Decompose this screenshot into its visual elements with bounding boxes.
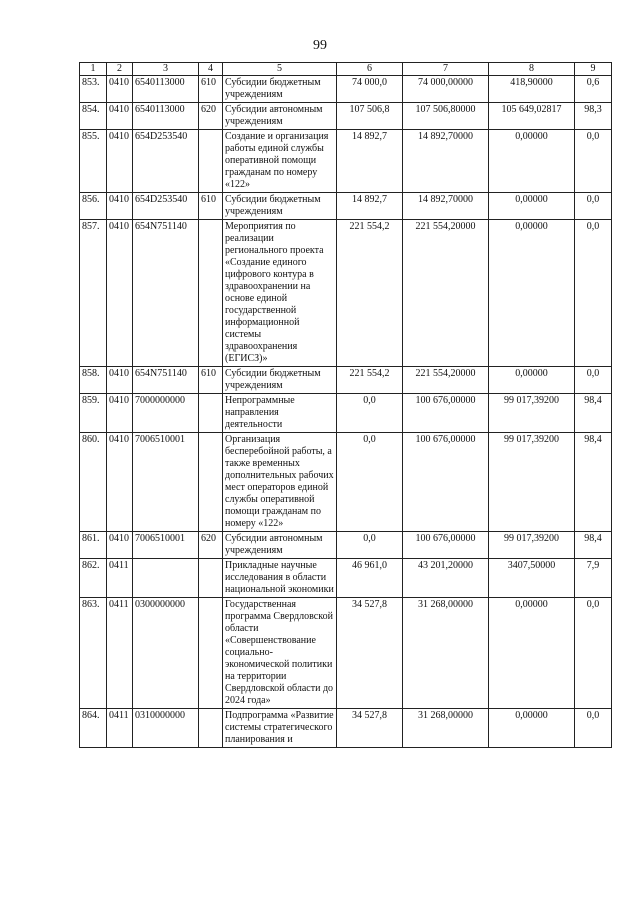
- row-number-cell: 853.: [80, 76, 107, 103]
- table-row: [80, 193, 612, 220]
- executed-cell: 99 017,39200: [489, 394, 575, 433]
- column-header: 5: [223, 63, 337, 76]
- target-code-cell: 7000000000: [133, 394, 199, 433]
- percent-cell: 0,0: [575, 130, 612, 193]
- section-code-cell: 0410: [107, 76, 133, 103]
- name-cell: Государственная программа Свердловской области «Совершенствование социально-экономической политики на территории Свердловской области до 2024 года»: [223, 598, 337, 709]
- column-header: 4: [199, 63, 223, 76]
- percent-cell: 98,4: [575, 394, 612, 433]
- header-row: [80, 63, 612, 76]
- name-cell: Мероприятия по реализации регионального проекта «Создание единого цифрового контура в здравоохранении на основе единой государственной информационной системы здравоохранения (ЕГИСЗ)»: [223, 220, 337, 367]
- plan-revised-cell: 221 554,20000: [403, 367, 489, 394]
- section-code-cell: 0410: [107, 130, 133, 193]
- percent-cell: 7,9: [575, 559, 612, 598]
- section-code-cell: 0410: [107, 394, 133, 433]
- table-row: [80, 709, 612, 748]
- table-row: [80, 394, 612, 433]
- percent-cell: 0,0: [575, 598, 612, 709]
- executed-cell: 99 017,39200: [489, 433, 575, 532]
- plan-revised-cell: 100 676,00000: [403, 433, 489, 532]
- row-number-cell: 863.: [80, 598, 107, 709]
- row-number-cell: 854.: [80, 103, 107, 130]
- table-row: [80, 103, 612, 130]
- executed-cell: 418,90000: [489, 76, 575, 103]
- name-cell: Субсидии бюджетным учреждениям: [223, 193, 337, 220]
- plan-initial-cell: 221 554,2: [337, 220, 403, 367]
- executed-cell: 99 017,39200: [489, 532, 575, 559]
- plan-initial-cell: 0,0: [337, 532, 403, 559]
- percent-cell: 98,3: [575, 103, 612, 130]
- percent-cell: 0,6: [575, 76, 612, 103]
- row-number-cell: 861.: [80, 532, 107, 559]
- name-cell: Создание и организация работы единой службы оперативной помощи гражданам по номеру «122»: [223, 130, 337, 193]
- section-code-cell: 0410: [107, 220, 133, 367]
- target-code-cell: 7006510001: [133, 532, 199, 559]
- name-cell: Субсидии автономным учреждениям: [223, 532, 337, 559]
- expense-type-cell: 610: [199, 367, 223, 394]
- table-row: [80, 220, 612, 367]
- target-code-cell: 654D253540: [133, 193, 199, 220]
- executed-cell: 105 649,02817: [489, 103, 575, 130]
- plan-revised-cell: 31 268,00000: [403, 598, 489, 709]
- section-code-cell: 0410: [107, 532, 133, 559]
- target-code-cell: 654D253540: [133, 130, 199, 193]
- row-number-cell: 862.: [80, 559, 107, 598]
- target-code-cell: 0310000000: [133, 709, 199, 748]
- table-row: [80, 76, 612, 103]
- column-header: 3: [133, 63, 199, 76]
- row-number-cell: 859.: [80, 394, 107, 433]
- row-number-cell: 860.: [80, 433, 107, 532]
- target-code-cell: 6540113000: [133, 76, 199, 103]
- name-cell: Субсидии бюджетным учреждениям: [223, 367, 337, 394]
- plan-initial-cell: 74 000,0: [337, 76, 403, 103]
- expense-type-cell: 620: [199, 532, 223, 559]
- executed-cell: 0,00000: [489, 130, 575, 193]
- executed-cell: 0,00000: [489, 220, 575, 367]
- table-row: [80, 532, 612, 559]
- page-number: 99: [313, 38, 327, 53]
- target-code-cell: 654N751140: [133, 367, 199, 394]
- executed-cell: 3407,50000: [489, 559, 575, 598]
- section-code-cell: 0410: [107, 367, 133, 394]
- plan-initial-cell: 34 527,8: [337, 709, 403, 748]
- target-code-cell: 654N751140: [133, 220, 199, 367]
- executed-cell: 0,00000: [489, 598, 575, 709]
- target-code-cell: 7006510001: [133, 433, 199, 532]
- column-header: 6: [337, 63, 403, 76]
- plan-initial-cell: 221 554,2: [337, 367, 403, 394]
- column-header: 2: [107, 63, 133, 76]
- percent-cell: 98,4: [575, 433, 612, 532]
- expense-type-cell: [199, 394, 223, 433]
- plan-revised-cell: 14 892,70000: [403, 193, 489, 220]
- expense-type-cell: [199, 559, 223, 598]
- plan-revised-cell: 31 268,00000: [403, 709, 489, 748]
- executed-cell: 0,00000: [489, 193, 575, 220]
- percent-cell: 98,4: [575, 532, 612, 559]
- percent-cell: 0,0: [575, 709, 612, 748]
- executed-cell: 0,00000: [489, 709, 575, 748]
- plan-initial-cell: 0,0: [337, 394, 403, 433]
- section-code-cell: 0411: [107, 559, 133, 598]
- plan-revised-cell: 14 892,70000: [403, 130, 489, 193]
- name-cell: Субсидии бюджетным учреждениям: [223, 76, 337, 103]
- section-code-cell: 0411: [107, 709, 133, 748]
- column-header: 9: [575, 63, 612, 76]
- row-number-cell: 857.: [80, 220, 107, 367]
- target-code-cell: [133, 559, 199, 598]
- row-number-cell: 856.: [80, 193, 107, 220]
- name-cell: Прикладные научные исследования в области национальной экономики: [223, 559, 337, 598]
- expense-type-cell: [199, 598, 223, 709]
- expense-type-cell: [199, 130, 223, 193]
- expense-type-cell: [199, 709, 223, 748]
- percent-cell: 0,0: [575, 220, 612, 367]
- name-cell: Непрограммные направления деятельности: [223, 394, 337, 433]
- plan-revised-cell: 221 554,20000: [403, 220, 489, 367]
- plan-initial-cell: 107 506,8: [337, 103, 403, 130]
- table-row: [80, 433, 612, 532]
- table-row: [80, 598, 612, 709]
- plan-revised-cell: 43 201,20000: [403, 559, 489, 598]
- plan-initial-cell: 14 892,7: [337, 193, 403, 220]
- table-row: [80, 130, 612, 193]
- plan-initial-cell: 0,0: [337, 433, 403, 532]
- executed-cell: 0,00000: [489, 367, 575, 394]
- name-cell: Субсидии автономным учреждениям: [223, 103, 337, 130]
- name-cell: Организация бесперебойной работы, а также временных дополнительных рабочих мест операторов единой службы оперативной помощи гражданам по номеру «122»: [223, 433, 337, 532]
- plan-revised-cell: 100 676,00000: [403, 394, 489, 433]
- row-number-cell: 858.: [80, 367, 107, 394]
- expense-type-cell: 610: [199, 76, 223, 103]
- budget-table: [79, 62, 612, 748]
- section-code-cell: 0411: [107, 598, 133, 709]
- name-cell: Подпрограмма «Развитие системы стратегического планирования и: [223, 709, 337, 748]
- column-header: 8: [489, 63, 575, 76]
- expense-type-cell: 610: [199, 193, 223, 220]
- plan-initial-cell: 46 961,0: [337, 559, 403, 598]
- section-code-cell: 0410: [107, 103, 133, 130]
- target-code-cell: 6540113000: [133, 103, 199, 130]
- plan-initial-cell: 34 527,8: [337, 598, 403, 709]
- row-number-cell: 864.: [80, 709, 107, 748]
- column-header: 7: [403, 63, 489, 76]
- target-code-cell: 0300000000: [133, 598, 199, 709]
- column-header: 1: [80, 63, 107, 76]
- expense-type-cell: [199, 433, 223, 532]
- expense-type-cell: 620: [199, 103, 223, 130]
- percent-cell: 0,0: [575, 193, 612, 220]
- percent-cell: 0,0: [575, 367, 612, 394]
- plan-revised-cell: 74 000,00000: [403, 76, 489, 103]
- expense-type-cell: [199, 220, 223, 367]
- plan-initial-cell: 14 892,7: [337, 130, 403, 193]
- section-code-cell: 0410: [107, 433, 133, 532]
- table-row: [80, 367, 612, 394]
- plan-revised-cell: 107 506,80000: [403, 103, 489, 130]
- table-row: [80, 559, 612, 598]
- section-code-cell: 0410: [107, 193, 133, 220]
- row-number-cell: 855.: [80, 130, 107, 193]
- plan-revised-cell: 100 676,00000: [403, 532, 489, 559]
